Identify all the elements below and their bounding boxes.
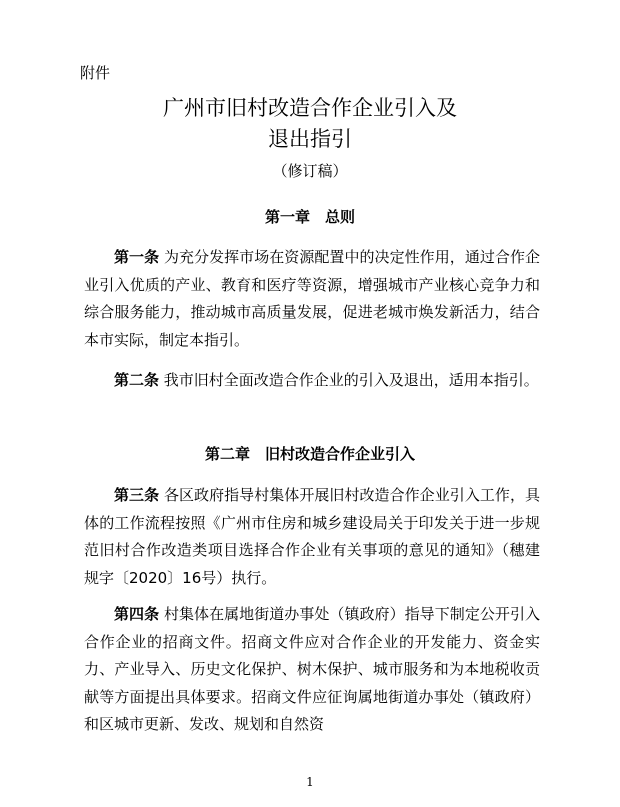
article-text: 为充分发挥市场在资源配置中的决定性作用，通过合作企业引入优质的产业、教育和医疗等资源，增强城市产业核心竞争力和综合服务能力，推动城市高质量发展，促进老城市焕发新活力，结合本市实际，制定本指引。	[84, 248, 540, 349]
chapter-heading-1: 第一章 总则	[264, 208, 355, 226]
document-subtitle: （修订稿）	[272, 162, 348, 180]
article-label: 第二条	[114, 371, 160, 389]
article-label: 第四条	[114, 605, 160, 623]
page-number: 1	[306, 775, 314, 789]
article-1	[84, 244, 540, 354]
article-label: 第一条	[114, 248, 160, 266]
article-text: 村集体在属地街道办事处（镇政府）指导下制定公开引入合作企业的招商文件。招商文件应对合作企业的开发能力、资金实力、产业导入、历史文化保护、树木保护、城市服务和为本地税收贡献等方面提出具体要求。招商文件应征询属地街道办事处（镇政府）和区城市更新、发改、规划和自然资	[84, 605, 540, 733]
article-text: 各区政府指导村集体开展旧村改造合作企业引入工作，具体的工作流程按照《广州市住房和城乡建设局关于印发关于进一步规范旧村合作改造类项目选择合作企业有关事项的意见的通知》（穗建规字〔2020〕16号）执行。	[84, 486, 540, 587]
attachment-label: 附件	[80, 64, 111, 82]
article-label: 第三条	[114, 486, 160, 504]
article-4	[84, 601, 540, 739]
article-3	[84, 482, 540, 592]
chapter-heading-2: 第二章 旧村改造合作企业引入	[204, 445, 415, 463]
document-title-line-2: 退出指引	[268, 127, 352, 151]
article-2	[84, 367, 540, 395]
document-title-line-1: 广州市旧村改造合作企业引入及	[163, 96, 457, 120]
article-text: 我市旧村全面改造合作企业的引入及退出，适用本指引。	[159, 371, 539, 389]
